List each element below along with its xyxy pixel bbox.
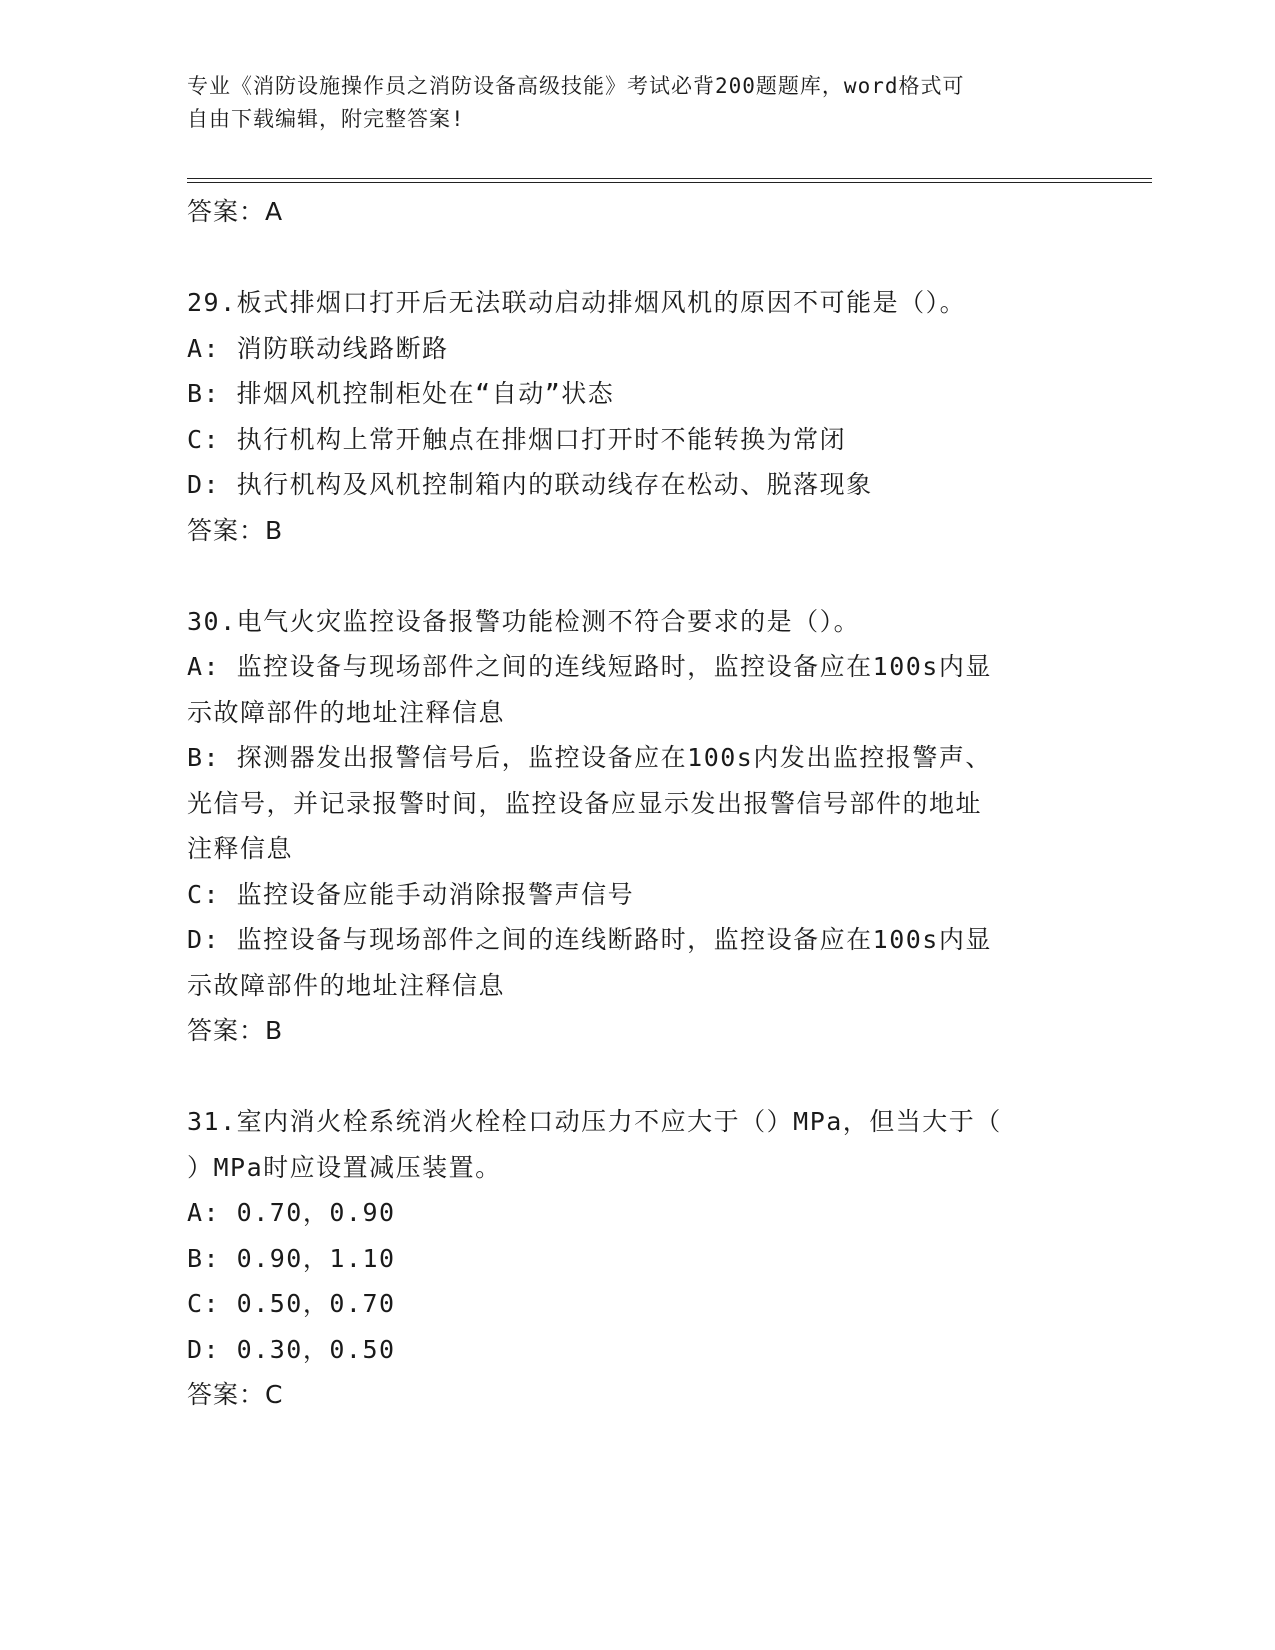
option-c: C: 0.50，0.70 <box>187 1289 396 1318</box>
question-29 <box>187 280 1067 553</box>
question-30 <box>187 599 1067 1054</box>
document-header <box>187 70 1067 136</box>
question-list <box>187 189 1067 1418</box>
option-a-continued: 示故障部件的地址注释信息 <box>187 697 506 727</box>
answer-line: 答案：B <box>187 515 284 545</box>
option-a: A: 消防联动线路断路 <box>187 333 449 363</box>
option-c: C: 监控设备应能手动消除报警声信号 <box>187 879 635 909</box>
spacer <box>187 553 1067 599</box>
spacer <box>187 1054 1067 1100</box>
option-b: B: 0.90，1.10 <box>187 1243 396 1273</box>
question-stem: 30.电气火灾监控设备报警功能检测不符合要求的是（）。 <box>187 606 861 636</box>
option-d: D: 0.30，0.50 <box>187 1334 396 1364</box>
spacer <box>187 235 1067 281</box>
option-b: B: 排烟风机控制柜处在“自动”状态 <box>187 379 615 408</box>
header-line-1: 专业《消防设施操作员之消防设备高级技能》考试必背200题题库，word格式可 <box>187 74 965 98</box>
question-31 <box>187 1099 1067 1418</box>
option-c: C: 执行机构上常开触点在排烟口打开时不能转换为常闭 <box>187 424 847 454</box>
question-stem-continued: ）MPa时应设置减压装置。 <box>187 1152 502 1182</box>
question-stem: 29.板式排烟口打开后无法联动启动排烟风机的原因不可能是（）。 <box>187 288 967 317</box>
header-rule-top <box>187 178 1152 179</box>
option-d: D: 监控设备与现场部件之间的连线断路时，监控设备应在100s内显 <box>187 925 992 954</box>
option-d: D: 执行机构及风机控制箱内的联动线存在松动、脱落现象 <box>187 470 873 499</box>
answer-line: 答案：C <box>187 1380 284 1409</box>
option-a: A: 监控设备与现场部件之间的连线短路时，监控设备应在100s内显 <box>187 652 992 681</box>
option-a: A: 0.70，0.90 <box>187 1198 396 1227</box>
option-b-continued: 注释信息 <box>187 834 294 863</box>
option-d-continued: 示故障部件的地址注释信息 <box>187 970 506 1000</box>
option-b: B: 探测器发出报警信号后，监控设备应在100s内发出监控报警声、 <box>187 743 992 772</box>
answer-line: 答案：B <box>187 1016 284 1045</box>
answer-line: 答案：A <box>187 197 284 226</box>
header-line-2: 自由下载编辑，附完整答案! <box>187 107 465 131</box>
option-b-continued: 光信号，并记录报警时间，监控设备应显示发出报警信号部件的地址 <box>187 788 983 818</box>
header-rule-bottom <box>187 182 1152 183</box>
question-stem: 31.室内消火栓系统消火栓栓口动压力不应大于（）MPa，但当大于（ <box>187 1107 1002 1136</box>
header-double-rule <box>187 178 1152 184</box>
